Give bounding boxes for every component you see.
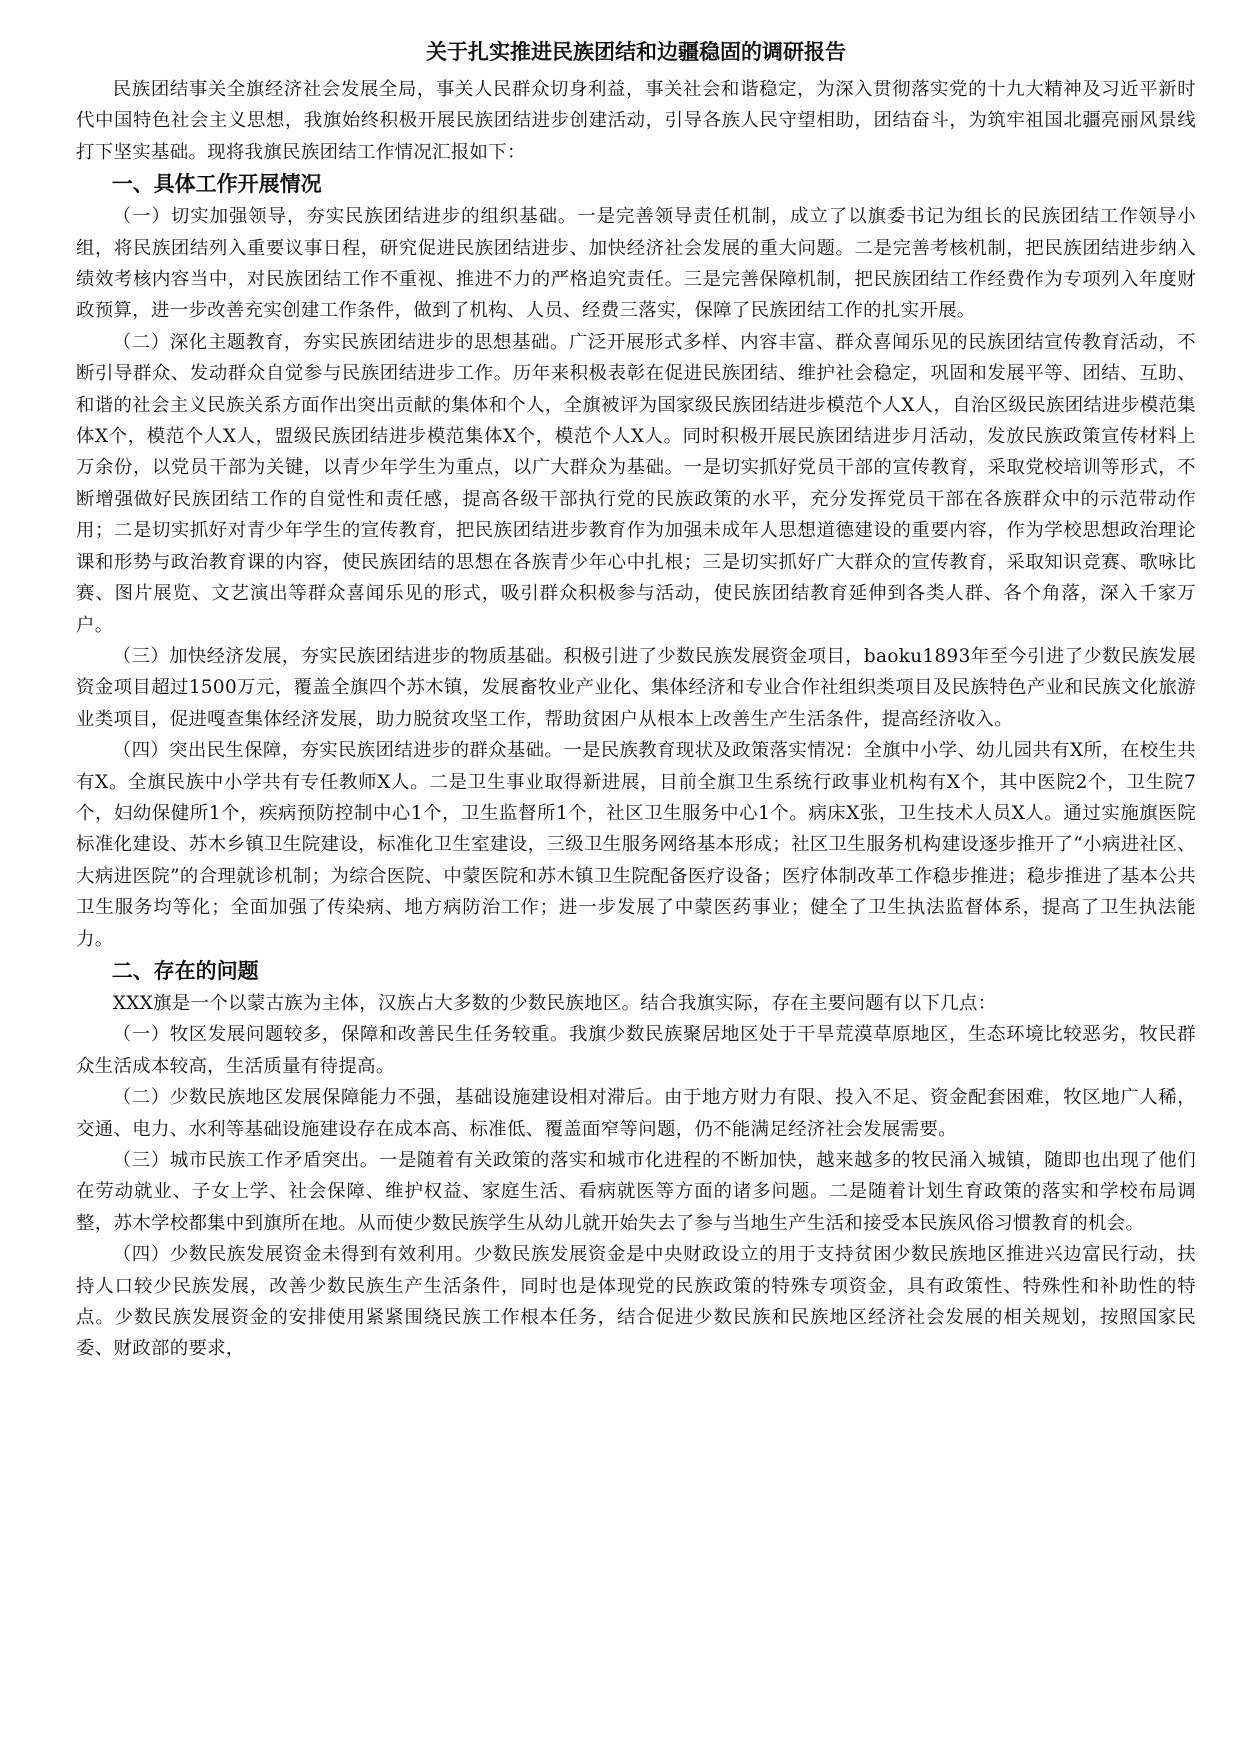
- section1-paragraph: （一）切实加强领导，夯实民族团结进步的组织基础。一是完善领导责任机制，成立了以旗委书记为组长的民族团结工作领导小组，将民族团结列入重要议事日程，研究促进民族团结进步、加快经济社会发展的重大问题。二是完善考核机制，把民族团结进步纳入绩效考核内容当中，对民族团结工作不重视、推进不力的严格追究责任。三是完善保障机制，把民族团结工作经费作为专项列入年度财政预算，进一步改善充实创建工作条件，做到了机构、人员、经费三落实，保障了民族团结工作的扎实开展。: [76, 206, 1196, 322]
- section2-intro-paragraph: XXX旗是一个以蒙古族为主体，汉族占大多数的少数民族地区。结合我旗实际，存在主要问题有以下几点：: [112, 992, 997, 1014]
- intro-paragraph: 民族团结事关全旗经济社会发展全局，事关人民群众切身利益，事关社会和谐稳定，为深入贯彻落实党的十九大精神及习近平新时代中国特色社会主义思想，我旗始终积极开展民族团结进步创建活动，引导各族人民守望相助，团结奋斗，为筑牢祖国北疆亮丽风景线打下坚实基础。现将我旗民族团结工作情况汇报如下：: [76, 79, 1196, 163]
- section2-paragraph: （三）城市民族工作矛盾突出。一是随着有关政策的落实和城市化进程的不断加快，越来越多的牧民涌入城镇，随即也出现了他们在劳动就业、子女上学、社会保障、维护权益、家庭生活、看病就医等方面的诸多问题。二是随着计划生育政策的落实和学校布局调整，苏木学校都集中到旗所在地。从而使少数民族学生从幼儿就开始失去了参与当地生产生活和接受本民族风俗习惯教育的机会。: [76, 1150, 1196, 1234]
- section1-paragraph: （二）深化主题教育，夯实民族团结进步的思想基础。广泛开展形式多样、内容丰富、群众喜闻乐见的民族团结宣传教育活动，不断引导群众、发动群众自觉参与民族团结进步工作。历年来积极表彰在促进民族团结、维护社会稳定，巩固和发展平等、团结、互助、和谐的社会主义民族关系方面作出突出贡献的集体和个人，全旗被评为国家级民族团结进步模范个人X人，自治区级民族团结进步模范集体X个，模范个人X人，盟级民族团结进步模范集体X个，模范个人X人。同时积极开展民族团结进步月活动，发放民族政策宣传材料上万余份，以党员干部为关键，以青少年学生为重点，以广大群众为基础。一是切实抓好党员干部的宣传教育，采取党校培训等形式，不断增强做好民族团结工作的自觉性和责任感，提高各级干部执行党的民族政策的水平，充分发挥党员干部在各族群众中的示范带动作用；二是切实抓好对青少年学生的宣传教育，把民族团结进步教育作为加强未成年人思想道德建设的重要内容，作为学校思想政治理论课和形势与政治教育课的内容，使民族团结的思想在各族青少年心中扎根；三是切实抓好广大群众的宣传教育，采取知识竞赛、歌咏比赛、图片展览、文艺演出等群众喜闻乐见的形式，吸引群众积极参与活动，使民族团结教育延伸到各类人群、各个角落，深入千家万户。: [76, 331, 1196, 636]
- section-heading-problems: 二、存在的问题: [111, 958, 259, 983]
- section1-paragraph: （三）加快经济发展，夯实民族团结进步的物质基础。积极引进了少数民族发展资金项目，baoku1893年至今引进了少数民族发展资金项目超过1500万元，覆盖全旗四个苏木镇，发展畜牧业产业化、集体经济和专业合作社组织类项目及民族特色产业和民族文化旅游业类项目，促进嘎查集体经济发展，助力脱贫攻坚工作，帮助贫困户从根本上改善生产生活条件，提高经济收入。: [76, 645, 1196, 730]
- document-title: 关于扎实推进民族团结和边疆稳固的调研报告: [426, 40, 846, 64]
- section2-paragraph: （四）少数民族发展资金未得到有效利用。少数民族发展资金是中央财政设立的用于支持贫困少数民族地区推进兴边富民行动，扶持人口较少民族发展，改善少数民族生产生活条件，同时也是体现党的民族政策的特殊专项资金，具有政策性、特殊性和补助性的特点。少数民族发展资金的安排使用紧紧围绕民族工作根本任务，结合促进少数民族和民族地区经济社会发展的相关规划，按照国家民委、财政部的要求，: [76, 1244, 1196, 1360]
- section1-paragraph: （四）突出民生保障，夯实民族团结进步的群众基础。一是民族教育现状及政策落实情况：全旗中小学、幼儿园共有X所，在校生共有X。全旗民族中小学共有专任教师X人。二是卫生事业取得新进展，目前全旗卫生系统行政事业机构有X个，其中医院2个，卫生院7个，妇幼保健所1个，疾病预防控制中心1个，卫生监督所1个，社区卫生服务中心1个。病床X张，卫生技术人员X人。通过实施旗医院标准化建设、苏木乡镇卫生院建设，标准化卫生室建设，三级卫生服务网络基本形成；社区卫生服务机构建设逐步推开了“小病进社区、大病进医院”的合理就诊机制；为综合医院、中蒙医院和苏木镇卫生院配备医疗设备；医疗体制改革工作稳步推进；稳步推进了基本公共卫生服务均等化；全面加强了传染病、地方病防治工作；进一步发展了中蒙医药事业；健全了卫生执法监督体系，提高了卫生执法能力。: [76, 740, 1196, 950]
- section-heading-work: 一、具体工作开展情况: [111, 172, 322, 197]
- section2-paragraph: （一）牧区发展问题较多，保障和改善民生任务较重。我旗少数民族聚居地区处于干旱荒漠草原地区，生态环境比较恶劣，牧民群众生活成本较高，生活质量有待提高。: [76, 1024, 1196, 1077]
- section2-paragraph: （二）少数民族地区发展保障能力不强，基础设施建设相对滞后。由于地方财力有限、投入不足、资金配套困难，牧区地广人稀，交通、电力、水利等基础设施建设存在成本高、标准低、覆盖面窄等问题，仍不能满足经济社会发展需要。: [76, 1087, 1196, 1140]
